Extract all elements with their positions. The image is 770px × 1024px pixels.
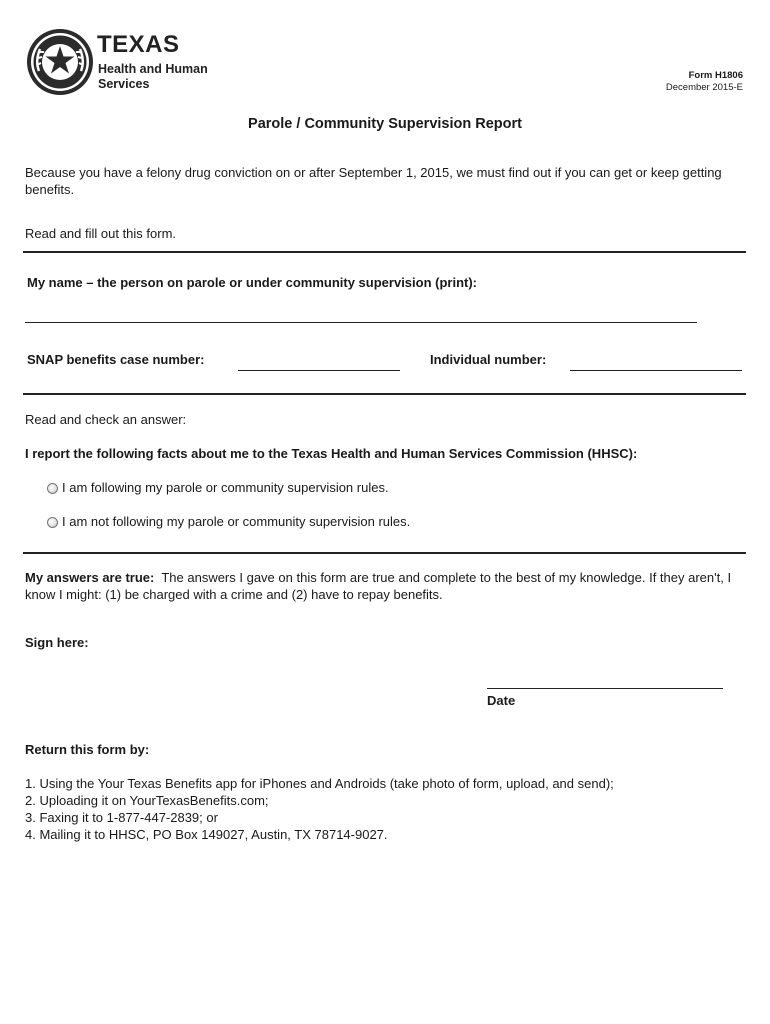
sign-here-label: Sign here: xyxy=(25,635,89,650)
date-field[interactable] xyxy=(487,688,723,689)
snap-case-label: SNAP benefits case number: xyxy=(27,352,205,367)
logo-agency-line2: Services xyxy=(98,77,150,91)
return-heading: Return this form by: xyxy=(25,742,150,757)
option-not-following-rules[interactable] xyxy=(47,514,410,530)
hhs-logo xyxy=(25,27,210,97)
radio-following-rules[interactable] xyxy=(47,483,58,494)
form-number: Form H1806 xyxy=(688,70,743,81)
return-option-upload: 2. Uploading it on YourTexasBenefits.com; xyxy=(25,793,269,808)
fill-instruction: Read and fill out this form. xyxy=(25,226,177,241)
name-label: My name – the person on parole or under community supervision (print): xyxy=(27,275,478,290)
return-option-mail: 4. Mailing it to HHSC, PO Box 149027, Austin, TX 78714-9027. xyxy=(25,827,388,842)
certification-lead: My answers are true: xyxy=(25,570,155,585)
logo-texas-text: TEXAS xyxy=(97,31,180,58)
divider-1 xyxy=(23,251,746,253)
return-option-app: 1. Using the Your Texas Benefits app for iPhones and Androids (take photo of form, upload, and send); xyxy=(25,776,614,791)
form-identifier xyxy=(666,70,743,94)
texas-seal-icon xyxy=(25,27,95,97)
check-instruction: Read and check an answer: xyxy=(25,412,187,427)
form-title: Parole / Community Supervision Report xyxy=(248,116,522,132)
radio-not-following-rules[interactable] xyxy=(47,517,58,528)
intro-text: Because you have a felony drug conviction on or after September 1, 2015, we must find out if you can get or keep getting benefits. xyxy=(25,165,722,197)
individual-number-field[interactable] xyxy=(570,370,742,371)
report-statement: I report the following facts about me to the Texas Health and Human Services Commission (HHSC): xyxy=(25,446,638,461)
option-following-rules-label: I am following my parole or community supervision rules. xyxy=(62,480,389,495)
individual-number-label: Individual number: xyxy=(430,352,547,367)
certification-text xyxy=(25,569,737,603)
option-following-rules[interactable] xyxy=(47,480,389,496)
divider-2 xyxy=(23,393,746,395)
return-option-fax: 3. Faxing it to 1-877-447-2839; or xyxy=(25,810,218,825)
certification-body: The answers I gave on this form are true and complete to the best of my knowledge. If they aren't, I know I might: (1) be charged with a crime and (2) have to repay benefits. xyxy=(25,570,732,602)
date-label: Date xyxy=(487,693,516,708)
logo-agency-line1: Health and Human xyxy=(98,62,208,76)
name-field[interactable] xyxy=(25,322,697,323)
divider-3 xyxy=(23,552,746,554)
snap-case-number-field[interactable] xyxy=(238,370,400,371)
option-not-following-rules-label: I am not following my parole or community supervision rules. xyxy=(62,514,411,529)
form-date: December 2015-E xyxy=(665,82,743,93)
